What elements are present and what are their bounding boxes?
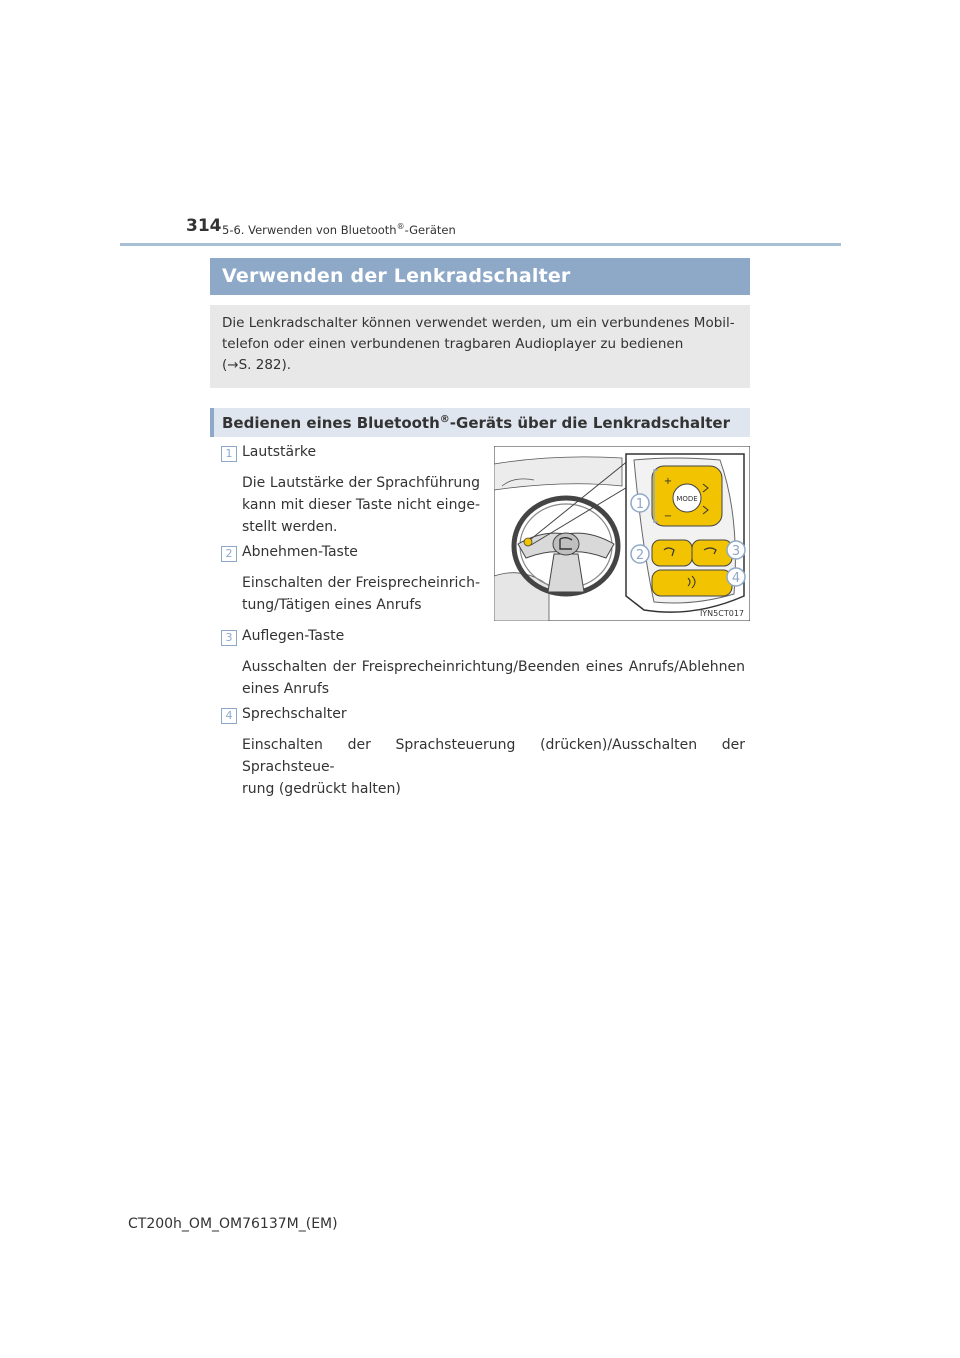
subsection-suffix: -Geräts über die Lenkradschalter bbox=[449, 414, 730, 432]
subsection-accent bbox=[210, 408, 214, 437]
page-number: 314 bbox=[186, 216, 222, 236]
header-rule bbox=[120, 243, 841, 246]
steering-wheel-illustration bbox=[494, 446, 750, 621]
section-label-suffix: -Geräten bbox=[404, 222, 456, 237]
desc-line: Die Lautstärke der Sprachführung bbox=[242, 475, 480, 491]
item-number-badge: 2 bbox=[221, 546, 237, 562]
talk-switch bbox=[652, 570, 732, 596]
pick-up-button bbox=[652, 540, 692, 566]
item-title: Sprechschalter bbox=[242, 706, 347, 722]
registered-mark: ® bbox=[396, 222, 405, 231]
desc-line: stellt werden. bbox=[242, 519, 338, 535]
subsection-heading bbox=[210, 408, 750, 437]
page-title: Verwenden der Lenkradschalter bbox=[210, 258, 750, 295]
item-description bbox=[242, 472, 480, 538]
item-description bbox=[242, 734, 745, 800]
item-title: Abnehmen-Taste bbox=[242, 544, 358, 560]
figure-code: IYN5CT017 bbox=[699, 609, 744, 618]
desc-line: Ausschalten der Freisprecheinrichtung/Beenden eines Anrufs/Ablehnen bbox=[242, 659, 745, 675]
item-title: Auflegen-Taste bbox=[242, 628, 345, 644]
intro-line-2: telefon oder einen verbundenen tragbaren Audioplayer zu bedienen bbox=[222, 336, 684, 352]
item-number-badge: 3 bbox=[221, 630, 237, 646]
mode-label: MODE bbox=[676, 495, 698, 503]
plus-label: + bbox=[663, 476, 673, 487]
desc-line: rung (gedrückt halten) bbox=[242, 781, 401, 797]
footer-document-code: CT200h_OM_OM76137M_(EM) bbox=[128, 1216, 338, 1232]
subsection-prefix: Bedienen eines Bluetooth bbox=[222, 414, 440, 432]
desc-line: Einschalten der Freisprecheinrich- bbox=[242, 575, 480, 591]
intro-line-1: Die Lenkradschalter können verwendet werden, um ein verbundenes Mobil- bbox=[222, 315, 735, 331]
desc-line: eines Anrufs bbox=[242, 681, 330, 697]
minus-label: − bbox=[663, 511, 673, 522]
callout-2-label: 2 bbox=[635, 548, 645, 563]
item-number-badge: 4 bbox=[221, 708, 237, 724]
switch-location-marker bbox=[524, 538, 532, 546]
item-title: Lautstärke bbox=[242, 444, 317, 460]
callout-1-label: 1 bbox=[635, 497, 645, 512]
callout-3-label: 3 bbox=[731, 544, 741, 559]
section-label bbox=[222, 222, 456, 237]
registered-mark: ® bbox=[439, 414, 450, 425]
desc-line: tung/Tätigen eines Anrufs bbox=[242, 597, 422, 613]
steering-wheel-hub bbox=[553, 533, 579, 555]
intro-box bbox=[210, 305, 750, 388]
section-label-prefix: 5-6. Verwenden von Bluetooth bbox=[222, 222, 397, 237]
hang-up-button bbox=[692, 540, 732, 566]
desc-line: kann mit dieser Taste nicht einge- bbox=[242, 497, 480, 513]
item-description bbox=[242, 572, 480, 616]
item-number-badge: 1 bbox=[221, 446, 237, 462]
item-description bbox=[242, 656, 745, 700]
desc-line: Einschalten der Sprachsteuerung (drücken)/Ausschalten der Sprachsteue- bbox=[242, 737, 745, 775]
intro-line-3: (→S. 282). bbox=[222, 357, 292, 373]
callout-4-label: 4 bbox=[731, 571, 741, 586]
console-shape bbox=[494, 573, 549, 621]
